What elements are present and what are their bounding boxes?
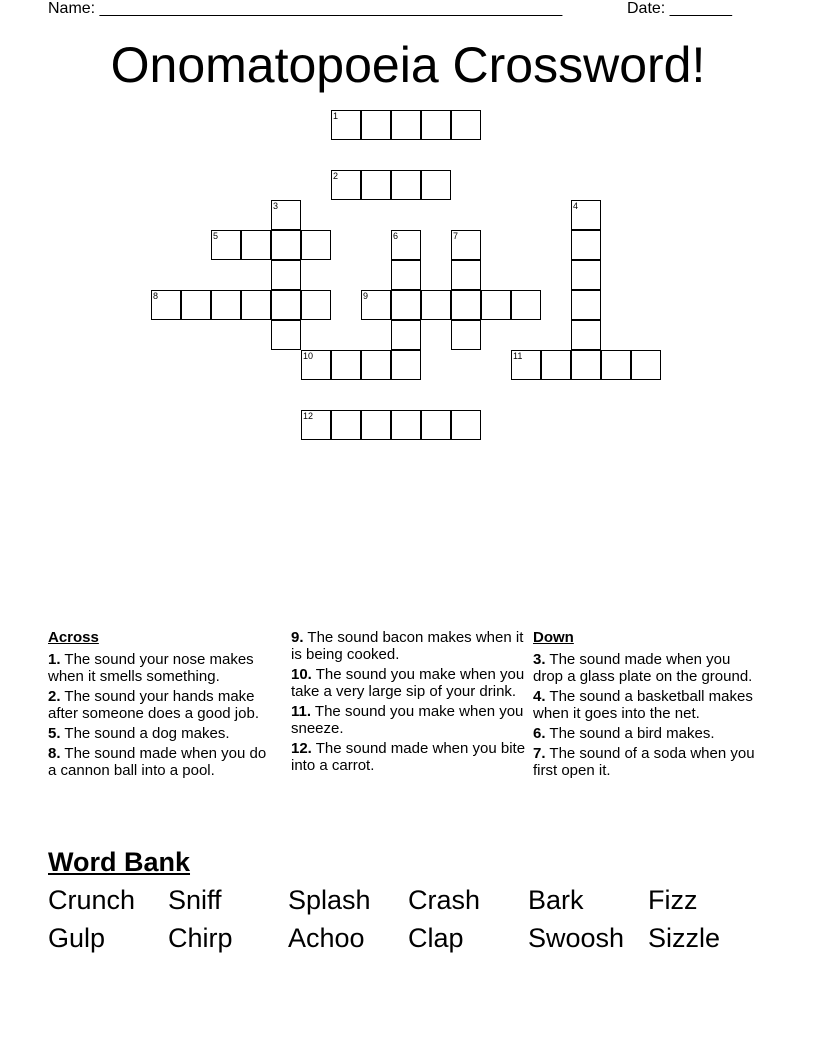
crossword-cell[interactable] bbox=[301, 350, 331, 380]
clues-column-2 bbox=[291, 629, 526, 777]
crossword-cell[interactable] bbox=[391, 410, 421, 440]
crossword-cell[interactable] bbox=[271, 230, 301, 260]
crossword-cell[interactable] bbox=[151, 290, 181, 320]
clue-across-10: 10. The sound you make when you take a very large sip of your drink. bbox=[291, 666, 525, 700]
clue-down-4: 4. The sound a basketball makes when it goes into the net. bbox=[533, 688, 753, 722]
crossword-cell[interactable] bbox=[421, 410, 451, 440]
crossword-cell[interactable] bbox=[361, 110, 391, 140]
clue-number: 9 bbox=[363, 291, 369, 301]
word-bank-word: Clap bbox=[408, 923, 464, 953]
clue-across-9: 9. The sound bacon makes when it is being cooked. bbox=[291, 629, 524, 663]
crossword-cell[interactable] bbox=[331, 350, 361, 380]
crossword-cell[interactable] bbox=[301, 230, 331, 260]
word-bank-word: Chirp bbox=[168, 923, 233, 953]
crossword-cell[interactable] bbox=[361, 290, 391, 320]
crossword-cell[interactable] bbox=[571, 350, 601, 380]
down-heading: Down bbox=[533, 629, 574, 646]
clue-number: 5 bbox=[213, 231, 219, 241]
crossword-cell[interactable] bbox=[571, 260, 601, 290]
clue-across-1: 1. The sound your nose makes when it smells something. bbox=[48, 651, 254, 685]
crossword-cell[interactable] bbox=[241, 230, 271, 260]
crossword-cell[interactable] bbox=[391, 170, 421, 200]
clue-across-12: 12. The sound made when you bite into a carrot. bbox=[291, 740, 526, 774]
crossword-cell[interactable] bbox=[541, 350, 571, 380]
crossword-cell[interactable] bbox=[211, 290, 241, 320]
crossword-cell[interactable] bbox=[301, 290, 331, 320]
clue-across-2: 2. The sound your hands make after someone does a good job. bbox=[48, 688, 259, 722]
crossword-cell[interactable] bbox=[391, 110, 421, 140]
crossword-grid bbox=[0, 0, 816, 460]
clue-number: 4 bbox=[573, 201, 579, 211]
clue-across-11: 11. The sound you make when you sneeze. bbox=[291, 703, 524, 737]
clue-number: 11 bbox=[513, 351, 523, 361]
crossword-cell[interactable] bbox=[361, 350, 391, 380]
crossword-cell[interactable] bbox=[361, 410, 391, 440]
clue-down-3: 3. The sound made when you drop a glass plate on the ground. bbox=[533, 651, 753, 685]
crossword-cell[interactable] bbox=[451, 230, 481, 260]
clue-number: 8 bbox=[153, 291, 159, 301]
clue-number: 2 bbox=[333, 171, 339, 181]
clue-across-8: 8. The sound made when you do a cannon ball into a pool. bbox=[48, 745, 267, 779]
crossword-cell[interactable] bbox=[571, 200, 601, 230]
crossword-cell[interactable] bbox=[391, 230, 421, 260]
crossword-cell[interactable] bbox=[571, 320, 601, 350]
crossword-cell[interactable] bbox=[271, 260, 301, 290]
crossword-cell[interactable] bbox=[271, 290, 301, 320]
page-title: Onomatopoeia Crossword! bbox=[110, 37, 706, 93]
clue-down-6: 6. The sound a bird makes. bbox=[533, 725, 715, 742]
clue-number: 12 bbox=[303, 411, 314, 421]
word-bank-word: Swoosh bbox=[528, 923, 625, 953]
crossword-cell[interactable] bbox=[391, 290, 421, 320]
crossword-cell[interactable] bbox=[631, 350, 661, 380]
crossword-cell[interactable] bbox=[451, 290, 481, 320]
crossword-cell[interactable] bbox=[361, 170, 391, 200]
crossword-cell[interactable] bbox=[271, 200, 301, 230]
crossword-cell[interactable] bbox=[571, 230, 601, 260]
clue-number: 6 bbox=[393, 231, 399, 241]
word-bank-title: Word Bank bbox=[48, 847, 191, 877]
crossword-cell[interactable] bbox=[451, 260, 481, 290]
crossword-cell[interactable] bbox=[391, 320, 421, 350]
crossword-cell[interactable] bbox=[601, 350, 631, 380]
word-bank-word: Gulp bbox=[48, 923, 106, 953]
crossword-cell[interactable] bbox=[391, 350, 421, 380]
crossword-cell[interactable] bbox=[301, 410, 331, 440]
word-bank-word: Bark bbox=[528, 885, 584, 915]
crossword-cell[interactable] bbox=[331, 410, 361, 440]
clue-down-7: 7. The sound of a soda when you first open it. bbox=[533, 745, 755, 779]
crossword-cell[interactable] bbox=[421, 110, 451, 140]
name-field-label: Name: ____________________________________________________ bbox=[48, 0, 563, 17]
word-bank-word: Sizzle bbox=[648, 923, 721, 953]
crossword-cell[interactable] bbox=[421, 290, 451, 320]
crossword-cell[interactable] bbox=[181, 290, 211, 320]
clues-column-1 bbox=[48, 629, 273, 782]
clue-number: 10 bbox=[303, 351, 314, 361]
across-heading: Across bbox=[48, 629, 99, 646]
crossword-cell[interactable] bbox=[451, 320, 481, 350]
clue-number: 7 bbox=[453, 231, 459, 241]
word-bank-word: Crash bbox=[408, 885, 481, 915]
word-bank-word: Crunch bbox=[48, 885, 136, 915]
clue-number: 3 bbox=[273, 201, 279, 211]
crossword-cell[interactable] bbox=[331, 110, 361, 140]
crossword-cell[interactable] bbox=[511, 350, 541, 380]
crossword-cell[interactable] bbox=[571, 290, 601, 320]
crossword-cell[interactable] bbox=[481, 290, 511, 320]
crossword-cell[interactable] bbox=[241, 290, 271, 320]
word-bank-word: Fizz bbox=[648, 885, 698, 915]
crossword-cell[interactable] bbox=[451, 410, 481, 440]
crossword-cell[interactable] bbox=[211, 230, 241, 260]
clue-across-5: 5. The sound a dog makes. bbox=[48, 725, 230, 742]
crossword-cell[interactable] bbox=[391, 260, 421, 290]
clues-column-3 bbox=[533, 629, 763, 782]
date-field-label: Date: _______ bbox=[627, 0, 732, 17]
clue-number: 1 bbox=[333, 111, 339, 121]
crossword-cell[interactable] bbox=[511, 290, 541, 320]
word-bank-word: Sniff bbox=[168, 885, 222, 915]
crossword-cell[interactable] bbox=[451, 110, 481, 140]
crossword-cell[interactable] bbox=[271, 320, 301, 350]
word-bank-word: Achoo bbox=[288, 923, 365, 953]
word-bank-word: Splash bbox=[288, 885, 371, 915]
crossword-cell[interactable] bbox=[421, 170, 451, 200]
crossword-cell[interactable] bbox=[331, 170, 361, 200]
